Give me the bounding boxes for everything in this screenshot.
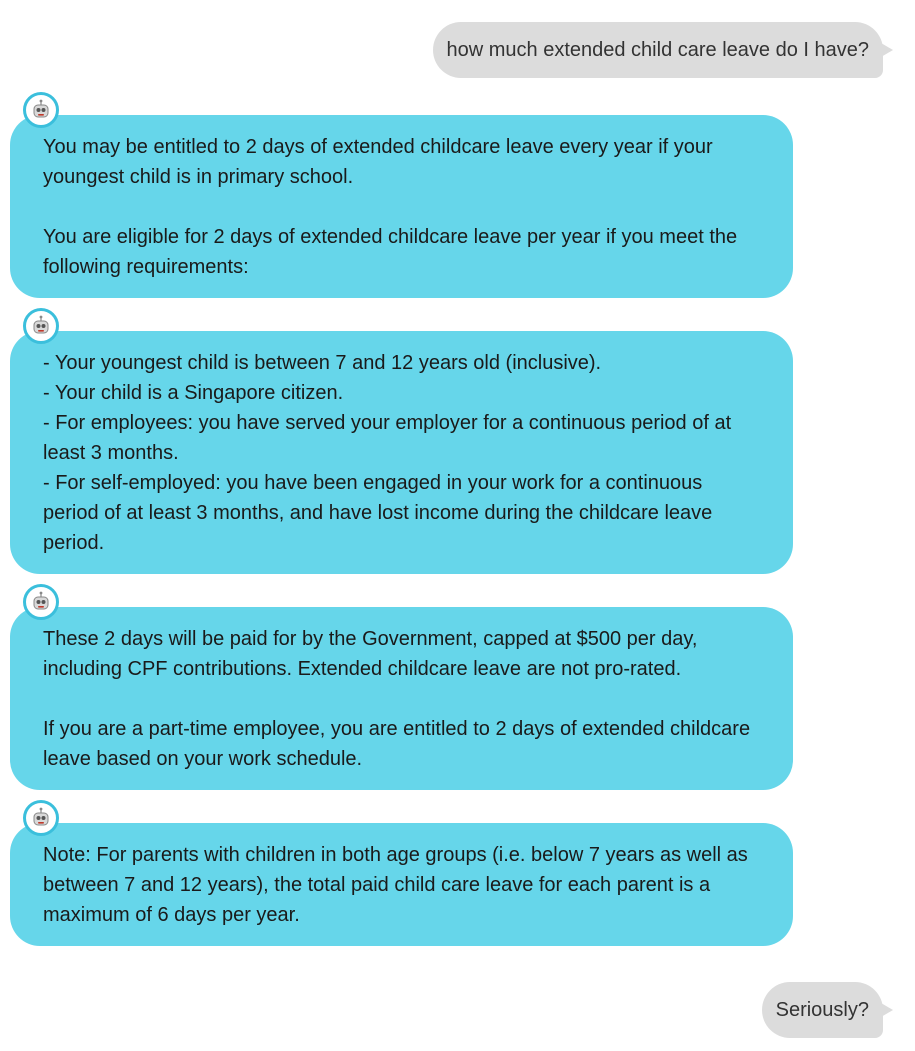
requirement-line: - For self-employed: you have been engaged in your work for a continuous period of at least 3 months, and have lost income during the childcare leave period. — [43, 472, 713, 554]
robot-face-icon — [29, 98, 53, 122]
bot-avatar-icon — [23, 92, 59, 128]
robot-face-icon — [29, 590, 53, 614]
bot-message-paragraph: These 2 days will be paid for by the Government, capped at $500 per day, including CPF contributions. Extended childcare leave are not pro-rated. — [43, 628, 698, 680]
bot-message-paragraph: You may be entitled to 2 days of extended childcare leave every year if your youngest child is in primary school. — [43, 136, 713, 188]
user-message-bubble — [762, 982, 883, 1038]
bot-message-paragraph: You are eligible for 2 days of extended childcare leave per year if you meet the following requirements: — [43, 226, 738, 278]
bot-message-bubble — [10, 115, 793, 298]
user-message-bubble — [433, 22, 884, 78]
robot-face-icon — [29, 314, 53, 338]
requirement-line: - Your youngest child is between 7 and 12 years old (inclusive). — [43, 352, 602, 374]
user-message-text: Seriously? — [775, 999, 869, 1021]
bot-message-paragraph: Note: For parents with children in both age groups (i.e. below 7 years as well as between 7 and 12 years), the total paid child care leave for each parent is a maximum of 6 days per year. — [43, 844, 748, 926]
user-message-text: how much extended child care leave do I have? — [446, 39, 869, 61]
robot-face-icon — [29, 806, 53, 830]
bot-message-bubble — [10, 607, 793, 790]
bot-message-bubble — [10, 331, 793, 574]
bot-message-paragraph: If you are a part-time employee, you are entitled to 2 days of extended childcare leave based on your work schedule. — [43, 718, 751, 770]
requirement-line: - Your child is a Singapore citizen. — [43, 382, 344, 404]
bot-avatar-icon — [23, 800, 59, 836]
bot-avatar-icon — [23, 308, 59, 344]
bot-avatar-icon — [23, 584, 59, 620]
requirement-line: - For employees: you have served your employer for a continuous period of at least 3 months. — [43, 412, 732, 464]
bot-message-bubble — [10, 823, 793, 946]
